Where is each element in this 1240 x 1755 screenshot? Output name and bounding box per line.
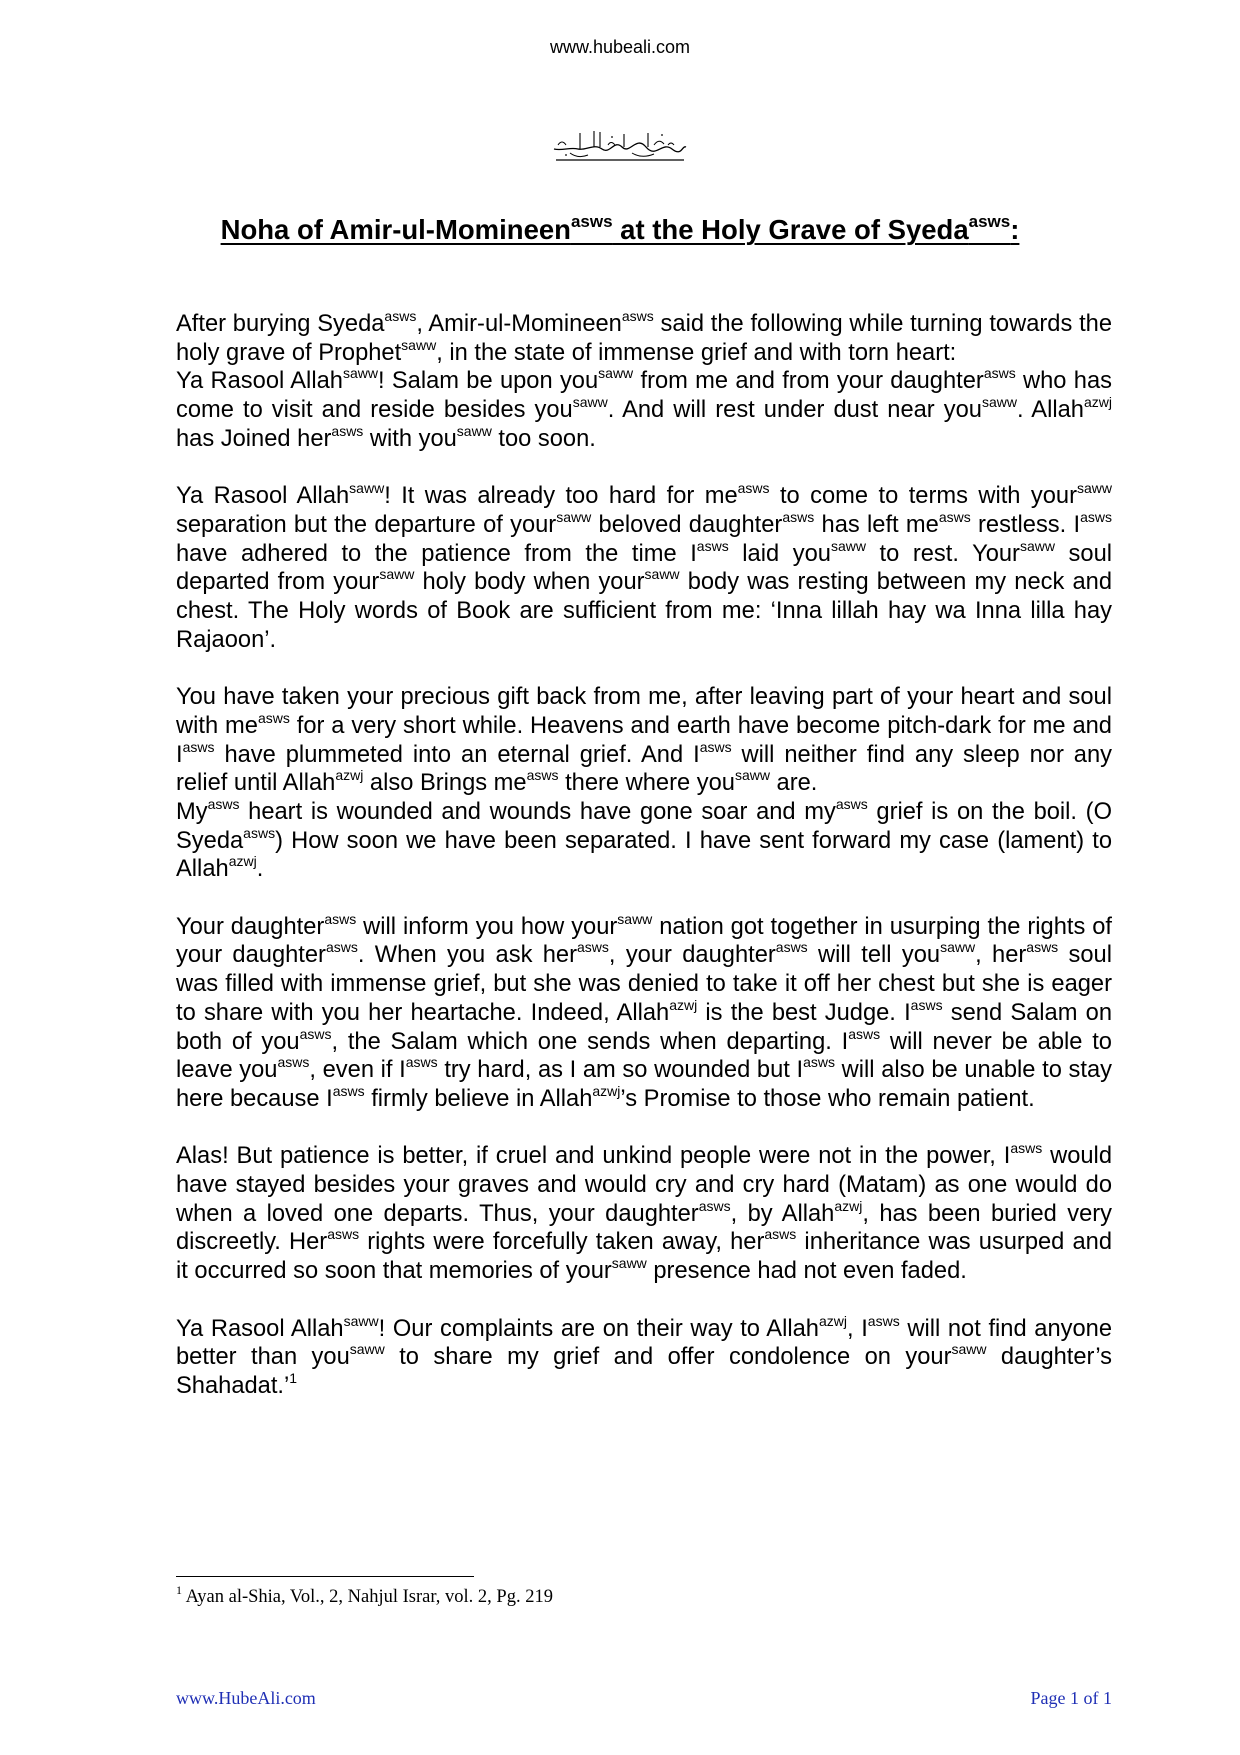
paragraph-text: is the best Judge. I bbox=[697, 999, 911, 1026]
honorific-superscript: asws bbox=[1026, 939, 1059, 956]
honorific-superscript: asws bbox=[835, 795, 868, 812]
paragraph-text: My bbox=[176, 798, 208, 825]
paragraph-text: ’s Promise to those who remain patient. bbox=[620, 1085, 1035, 1112]
paragraph-text: After burying Syeda bbox=[176, 311, 385, 337]
honorific-superscript: saww bbox=[611, 1255, 647, 1272]
paragraph-text: , Amir-ul-Momineen bbox=[416, 311, 622, 337]
honorific-superscript: asws bbox=[299, 1025, 332, 1042]
honorific-superscript: saww bbox=[349, 1341, 385, 1358]
document-body bbox=[176, 310, 1112, 1429]
paragraph-text: soul was filled with immense grief, but she was denied to take it off her chest but she is eager to share with you her heartache. Indeed, Allah bbox=[176, 942, 1112, 1026]
paragraph-text: , even if I bbox=[309, 1057, 406, 1084]
paragraph-text: will also be unable to stay here because I bbox=[176, 1057, 1112, 1112]
honorific-superscript: azwj bbox=[834, 1197, 863, 1214]
honorific-superscript: asws bbox=[867, 1312, 900, 1329]
paragraph-text: said the following while turning towards the holy grave of Prophet bbox=[176, 311, 1112, 366]
honorific-superscript: azwj bbox=[818, 1312, 847, 1329]
honorific-superscript: saww bbox=[349, 480, 385, 497]
title-part-3: : bbox=[1010, 214, 1020, 245]
paragraph-text: for a very short while. Heavens and earth have become pitch-dark for me and I bbox=[176, 712, 1112, 768]
paragraph-text: inheritance was usurped and it occurred so soon that memories of your bbox=[176, 1229, 1113, 1285]
honorific-superscript: asws bbox=[327, 1226, 360, 1243]
paragraph-text: will not find anyone better than you bbox=[176, 1315, 1112, 1371]
footnote bbox=[176, 1583, 553, 1608]
paragraph-text: . bbox=[256, 856, 264, 883]
honorific-superscript: azwj bbox=[592, 1082, 621, 1099]
honorific-superscript: asws bbox=[324, 910, 357, 927]
paragraph-text: , I bbox=[846, 1315, 868, 1342]
honorific-superscript: asws bbox=[737, 480, 770, 497]
honorific-superscript: asws bbox=[775, 939, 808, 956]
paragraph-text: Ya Rasool Allah bbox=[176, 368, 343, 395]
paragraph-text: You have taken your precious gift back from me, after leaving part of your heart and soul with me bbox=[176, 684, 1112, 739]
honorific-superscript: asws bbox=[405, 1054, 438, 1071]
paragraph-text: , the Salam which one sends when departing. I bbox=[331, 1028, 849, 1055]
paragraph-text: rights were forcefully taken away, her bbox=[359, 1229, 765, 1256]
paragraph-text: Alas! But patience is better, if cruel and unkind people were not in the power, I bbox=[176, 1143, 1011, 1170]
honorific-superscript: saww bbox=[401, 336, 437, 353]
honorific-superscript: asws bbox=[764, 1226, 797, 1243]
honorific-superscript: saww bbox=[1076, 480, 1112, 497]
title-sup-2: asws bbox=[968, 212, 1011, 231]
honorific-superscript: asws bbox=[848, 1025, 881, 1042]
paragraph-text: nation got together in usurping the rights of your daughter bbox=[176, 913, 1112, 969]
honorific-superscript: asws bbox=[207, 795, 240, 812]
paragraph-text: send Salam on both of you bbox=[176, 999, 1112, 1055]
honorific-superscript: asws bbox=[983, 365, 1016, 382]
honorific-superscript: azwj bbox=[1083, 394, 1112, 411]
honorific-superscript: saww bbox=[343, 1312, 379, 1329]
honorific-superscript: asws bbox=[910, 996, 943, 1013]
honorific-superscript: asws bbox=[277, 1054, 310, 1071]
paragraph-text: . And will rest under dust near you bbox=[607, 397, 982, 424]
paragraph-text: daughter’s Shahadat.’ bbox=[176, 1344, 1112, 1399]
honorific-superscript: saww bbox=[556, 508, 592, 525]
paragraph-text: there where you bbox=[558, 770, 735, 797]
paragraph-text: Ya Rasool Allah bbox=[176, 1315, 344, 1342]
paragraph-text: too soon. bbox=[491, 425, 596, 452]
paragraph-text: with you bbox=[363, 425, 457, 452]
paragraph-text: are. bbox=[769, 770, 818, 797]
paragraph-text: body was resting between my neck and chest. The Holy words of Book are sufficient from me: ‘Inna lillah hay wa Inna lilla hay Rajaoon’. bbox=[176, 569, 1112, 653]
honorific-superscript: asws bbox=[332, 1082, 365, 1099]
footer-page-number: Page 1 of 1 bbox=[1030, 1688, 1112, 1708]
honorific-superscript: asws bbox=[526, 767, 559, 784]
paragraph-text: , in the state of immense grief and with torn heart: bbox=[436, 339, 957, 366]
paragraph-text: soul departed from your bbox=[176, 540, 1113, 596]
paragraph-text: also Brings me bbox=[363, 770, 527, 797]
paragraph-text: Your daughter bbox=[176, 913, 325, 940]
paragraph-text: try hard, as I am so wounded but I bbox=[437, 1057, 804, 1084]
paragraph-text: heart is wounded and wounds have gone soar and my bbox=[239, 798, 836, 825]
title-part-1: Noha of Amir-ul-Momineen bbox=[220, 214, 571, 245]
honorific-superscript: saww bbox=[456, 422, 492, 439]
honorific-superscript: asws bbox=[182, 738, 215, 755]
honorific-superscript: asws bbox=[696, 537, 729, 554]
honorific-superscript: azwj bbox=[228, 853, 257, 870]
paragraph-text: restless. I bbox=[970, 511, 1081, 538]
honorific-superscript: saww bbox=[572, 394, 608, 411]
honorific-superscript: saww bbox=[734, 767, 770, 784]
honorific-superscript: 1 bbox=[289, 1369, 298, 1386]
honorific-superscript: saww bbox=[379, 566, 415, 583]
paragraph-text: will never be able to leave you bbox=[176, 1028, 1112, 1084]
footnote-separator bbox=[176, 1576, 474, 1577]
paragraph-text: have adhered to the patience from the time I bbox=[176, 540, 697, 567]
paragraph-text: , has been buried very discreetly. Her bbox=[176, 1200, 1112, 1256]
paragraph bbox=[176, 1142, 1112, 1286]
title-sup-1: asws bbox=[570, 212, 613, 231]
honorific-superscript: azwj bbox=[335, 767, 364, 784]
paragraph-text: has left me bbox=[814, 511, 939, 538]
honorific-superscript: asws bbox=[1080, 508, 1112, 525]
paragraph-text: who has come to visit and reside besides you bbox=[176, 368, 1112, 424]
honorific-superscript: saww bbox=[940, 939, 976, 956]
paragraph-text: , your daughter bbox=[608, 942, 776, 969]
paragraph bbox=[176, 683, 1112, 798]
honorific-superscript: asws bbox=[331, 422, 364, 439]
paragraph-text: holy body when your bbox=[414, 569, 645, 596]
title-part-2: at the Holy Grave of Syeda bbox=[612, 214, 969, 245]
footer-site-link[interactable]: www.HubeAli.com bbox=[176, 1688, 316, 1708]
honorific-superscript: asws bbox=[384, 308, 417, 324]
honorific-superscript: asws bbox=[325, 939, 358, 956]
paragraph-text: , her bbox=[975, 942, 1027, 969]
honorific-superscript: saww bbox=[644, 566, 680, 583]
honorific-superscript: saww bbox=[617, 910, 653, 927]
paragraph bbox=[176, 310, 1112, 367]
paragraph-text: ! Salam be upon you bbox=[377, 368, 599, 395]
honorific-superscript: azwj bbox=[669, 996, 698, 1013]
paragraph-text: laid you bbox=[728, 540, 831, 567]
honorific-superscript: saww bbox=[1019, 537, 1055, 554]
honorific-superscript: saww bbox=[342, 365, 378, 382]
honorific-superscript: asws bbox=[257, 709, 290, 726]
honorific-superscript: asws bbox=[243, 824, 276, 841]
honorific-superscript: asws bbox=[938, 508, 971, 525]
paragraph-text: beloved daughter bbox=[591, 511, 783, 538]
paragraph-text: will tell you bbox=[807, 942, 941, 969]
honorific-superscript: saww bbox=[830, 537, 866, 554]
paragraph bbox=[176, 910, 1112, 1114]
paragraph bbox=[176, 795, 1112, 884]
paragraph-text: have plummeted into an eternal grief. And I bbox=[214, 741, 700, 768]
honorific-superscript: asws bbox=[698, 1197, 731, 1214]
paragraph-text: ) How soon we have been separated. I have sent forward my case (lament) to Allah bbox=[176, 827, 1112, 883]
honorific-superscript: asws bbox=[577, 939, 609, 956]
paragraph bbox=[176, 1312, 1112, 1401]
paragraph-text: presence had not even faded. bbox=[646, 1258, 967, 1285]
page-title bbox=[0, 214, 1240, 246]
honorific-superscript: asws bbox=[699, 738, 732, 755]
honorific-superscript: asws bbox=[803, 1054, 835, 1071]
paragraph-text: will inform you how your bbox=[356, 913, 618, 940]
paragraph-text: firmly believe in Allah bbox=[364, 1085, 593, 1112]
footnote-marker: 1 bbox=[176, 1583, 182, 1597]
honorific-superscript: asws bbox=[782, 508, 815, 525]
honorific-superscript: saww bbox=[598, 365, 634, 382]
honorific-superscript: asws bbox=[1010, 1140, 1043, 1157]
bismillah-calligraphy bbox=[550, 125, 690, 163]
honorific-superscript: saww bbox=[981, 394, 1017, 411]
paragraph-text: to share my grief and offer condolence on your bbox=[384, 1344, 952, 1371]
paragraph-text: to rest. Your bbox=[865, 540, 1020, 567]
paragraph-text: . When you ask her bbox=[357, 942, 577, 969]
honorific-superscript: asws bbox=[621, 308, 654, 324]
paragraph-text: to come to terms with your bbox=[769, 483, 1077, 510]
paragraph-text: ! Our complaints are on their way to Allah bbox=[378, 1315, 819, 1342]
paragraph-text: , by Allah bbox=[730, 1200, 835, 1227]
paragraph-text: grief is on the boil. (O Syeda bbox=[176, 798, 1112, 854]
paragraph bbox=[176, 482, 1112, 654]
paragraph-text: from me and from your daughter bbox=[633, 368, 984, 395]
header-url: www.hubeali.com bbox=[549, 37, 691, 57]
paragraph-text: would have stayed besides your graves and would cry and cry hard (Matam) as one would do when a loved one departs. Thus, your daughter bbox=[176, 1143, 1112, 1227]
paragraph-text: . Allah bbox=[1016, 397, 1084, 424]
paragraph-text: separation but the departure of your bbox=[176, 511, 557, 538]
honorific-superscript: saww bbox=[951, 1341, 987, 1358]
paragraph-text: Ya Rasool Allah bbox=[176, 483, 350, 510]
footnote-text: Ayan al-Shia, Vol., 2, Nahjul Israr, vol. 2, Pg. 219 bbox=[182, 1587, 553, 1607]
paragraph-text: ! It was already too hard for me bbox=[384, 483, 738, 510]
paragraph-text: has Joined her bbox=[176, 425, 332, 452]
paragraph-text: will neither find any sleep nor any relief until Allah bbox=[176, 741, 1112, 797]
paragraph bbox=[176, 367, 1112, 453]
